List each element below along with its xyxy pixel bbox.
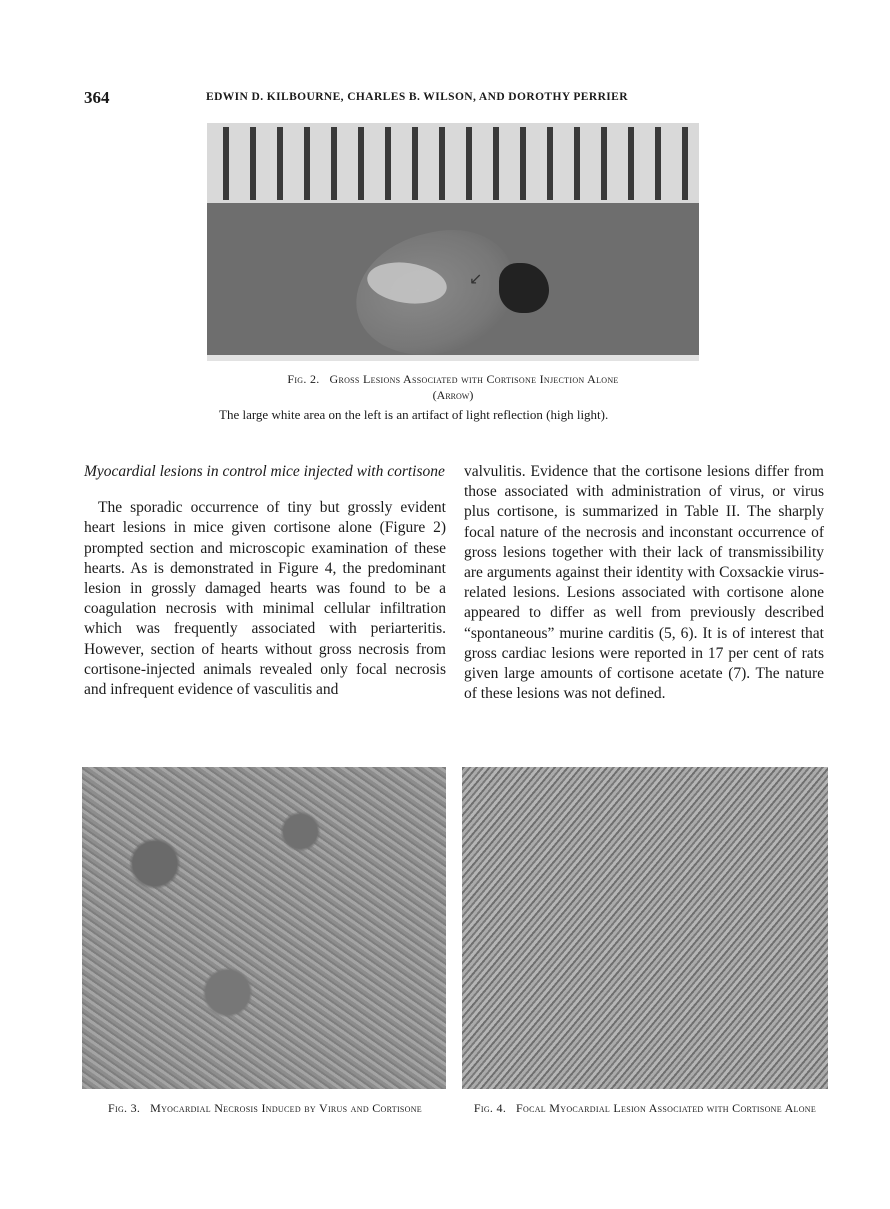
figure-3-title: Myocardial Necrosis Induced by Virus and Cortisone bbox=[150, 1101, 422, 1115]
section-heading: Myocardial lesions in control mice injected with cortisone bbox=[84, 463, 445, 480]
figure-2-title: Gross Lesions Associated with Cortisone Injection Alone bbox=[329, 372, 619, 386]
ruler bbox=[207, 123, 699, 203]
photo-bottom-edge bbox=[207, 355, 699, 361]
page-number: 364 bbox=[84, 88, 110, 107]
left-column bbox=[84, 462, 446, 700]
running-head-authors: EDWIN D. KILBOURNE, CHARLES B. WILSON, AND DOROTHY PERRIER bbox=[206, 91, 628, 103]
arrow-icon: ↙ bbox=[469, 269, 483, 288]
figure-2-caption-title bbox=[207, 372, 699, 387]
right-column bbox=[464, 462, 824, 704]
right-paragraph: valvulitis. Evidence that the cortisone lesions differ from those associated with administration of virus, or virus plus cortisone, is summarized in Table II. The sharply focal nature of the necrosis and inconstant occurrence of gross lesions together with their lack of transmissibility are arguments against their identity with Coxsackie virus-related lesions. Lesions associated with cortisone alone appeared to differ as well from previously described “spontaneous” murine carditis (5, 6). It is of interest that gross cardiac lesions were reported in 17 per cent of rats given large amounts of cortisone acetate (7). The nature of these lesions was not defined. bbox=[464, 463, 824, 703]
figure-4-title: Focal Myocardial Lesion Associated with Cortisone Alone bbox=[516, 1101, 817, 1115]
figure-2-caption-body: The large white area on the left is an artifact of light reflection (high light). bbox=[219, 407, 609, 422]
figure-3-label: Fig. 3. bbox=[108, 1101, 141, 1115]
left-paragraph: The sporadic occurrence of tiny but grossly evident heart lesions in mice given cortisone alone (Figure 2) prompted section and microscopic examination of these hearts. As is demonstrated in Figure 4, the predominant lesion in grossly damaged hearts was found to be a coagulation necrosis with minimal cellular infiltration which was frequently associated with periarteritis. However, section of hearts without gross necrosis from cortisone-injected animals revealed only focal necrosis and infrequent evidence of vasculitis and bbox=[84, 499, 446, 699]
figure-2-label: Fig. 2. bbox=[287, 372, 320, 386]
figure-3-micrograph bbox=[82, 767, 446, 1089]
figure-3-caption bbox=[84, 1101, 446, 1116]
figure-4-micrograph bbox=[462, 767, 828, 1089]
figure-4-caption bbox=[464, 1101, 826, 1116]
figure-2-caption-subtitle: (Arrow) bbox=[432, 388, 474, 402]
dark-lesion-area bbox=[499, 263, 549, 313]
figure-2-photo bbox=[207, 123, 699, 361]
figure-4-label: Fig. 4. bbox=[473, 1101, 507, 1115]
